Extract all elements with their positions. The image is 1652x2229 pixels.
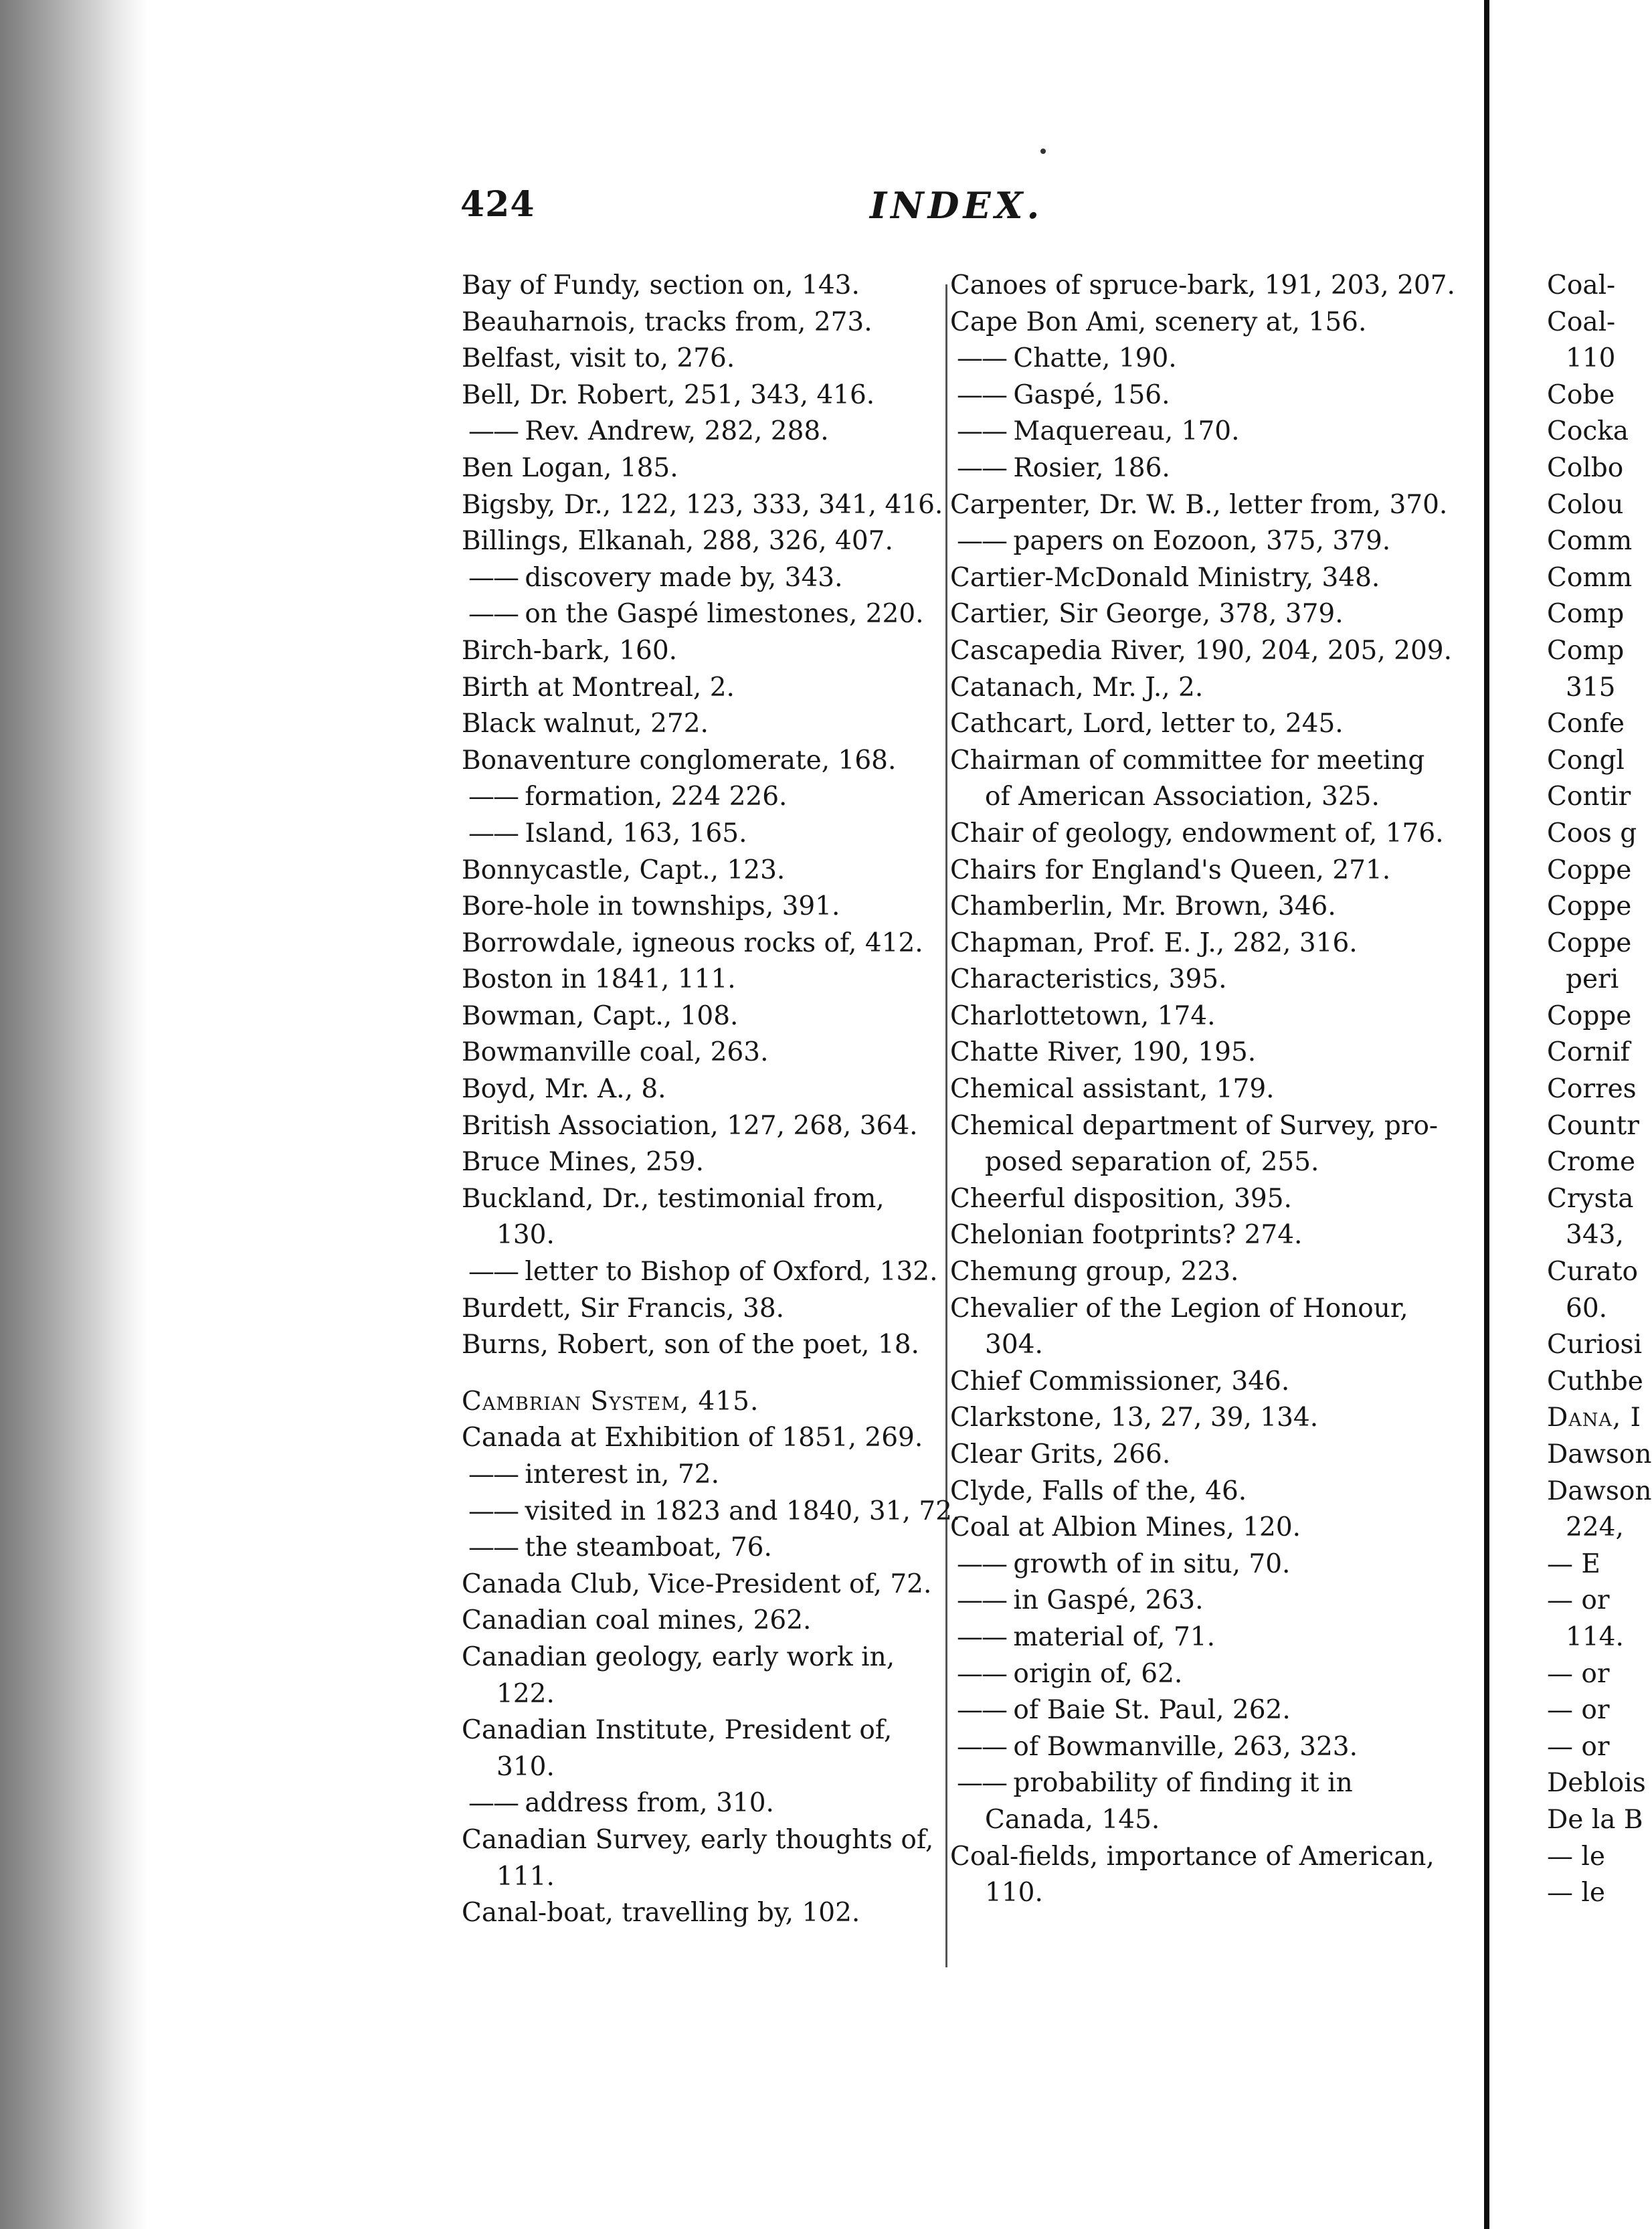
index-entry: Coos g xyxy=(1547,818,1637,849)
index-entry: Curato xyxy=(1547,1257,1639,1287)
index-entry: Contir xyxy=(1547,782,1631,812)
index-entry: Colbo xyxy=(1547,452,1624,483)
index-entry: Coppe xyxy=(1547,1000,1632,1031)
index-entry: Canada at Exhibition of 1851, 269. xyxy=(462,1423,923,1453)
index-entry: Canadian Institute, President of, xyxy=(462,1715,893,1746)
index-entry: Bigsby, Dr., 122, 123, 333, 341, 416. xyxy=(462,489,943,520)
index-subentry: —— Island, 163, 165. xyxy=(462,816,960,853)
index-entry: Boston in 1841, 111. xyxy=(462,964,736,995)
index-entry: Cape Bon Ami, scenery at, 156. xyxy=(950,306,1367,337)
index-entry-continuation: 310. xyxy=(496,1751,555,1782)
index-entry-continuation: 60. xyxy=(1566,1293,1608,1324)
page-number: 424 xyxy=(460,184,535,225)
index-entry: Cobe xyxy=(1547,379,1615,410)
index-subentry: —— Rosier, 186. xyxy=(950,450,1455,487)
index-entry: Comm xyxy=(1547,562,1633,593)
index-entry: Comp xyxy=(1547,599,1625,630)
index-entry: Charlottetown, 174. xyxy=(950,1000,1216,1031)
index-column-right xyxy=(950,268,1455,1912)
index-entry-continuation: of American Association, 325. xyxy=(985,782,1380,812)
index-entry: Coppe xyxy=(1547,855,1632,885)
index-entry: Chief Commissioner, 346. xyxy=(950,1366,1290,1397)
index-entry: Crome xyxy=(1547,1147,1636,1178)
index-entry: Borrowdale, igneous rocks of, 412. xyxy=(462,927,923,958)
index-entry: — or xyxy=(1547,1695,1610,1726)
index-subentry: —— material of, 71. xyxy=(950,1619,1455,1656)
index-entry: Cornif xyxy=(1547,1037,1630,1068)
index-entry-continuation: 304. xyxy=(985,1330,1043,1360)
index-entry: Clyde, Falls of the, 46. xyxy=(950,1476,1247,1506)
index-entry: Congl xyxy=(1547,745,1625,776)
index-entry: — le xyxy=(1547,1841,1605,1872)
index-entry: Chamberlin, Mr. Brown, 346. xyxy=(950,891,1336,922)
index-entry: Boyd, Mr. A., 8. xyxy=(462,1074,666,1105)
index-entry: Coppe xyxy=(1547,927,1632,958)
index-entry: Confe xyxy=(1547,709,1625,739)
index-subentry: —— Maquereau, 170. xyxy=(950,414,1455,450)
index-entry: — le xyxy=(1547,1878,1605,1908)
index-subentry: —— interest in, 72. xyxy=(462,1457,960,1494)
index-subentry: —— Gaspé, 156. xyxy=(950,377,1455,414)
index-entry: Carpenter, Dr. W. B., letter from, 370. xyxy=(950,489,1448,520)
index-entry: Chevalier of the Legion of Honour, xyxy=(950,1293,1408,1324)
index-entry-continuation: 315 xyxy=(1566,672,1616,703)
index-entry: Cheerful disposition, 395. xyxy=(950,1183,1292,1214)
index-entry: Bell, Dr. Robert, 251, 343, 416. xyxy=(462,379,875,410)
index-entry: Canadian Survey, early thoughts of, xyxy=(462,1824,934,1855)
index-entry: Countr xyxy=(1547,1110,1639,1141)
index-entry-continuation: 114. xyxy=(1566,1621,1624,1652)
index-entry: Crysta xyxy=(1547,1183,1634,1214)
index-entry: Bruce Mines, 259. xyxy=(462,1147,704,1178)
index-entry: Burdett, Sir Francis, 38. xyxy=(462,1293,785,1324)
index-entry: Cartier-McDonald Ministry, 348. xyxy=(950,562,1380,593)
index-subentry: —— letter to Bishop of Oxford, 132. xyxy=(462,1254,960,1291)
index-entry-continuation: 130. xyxy=(496,1220,555,1251)
index-entry-continuation: 110 xyxy=(1566,343,1616,374)
index-entry: Clear Grits, 266. xyxy=(950,1439,1171,1469)
binding-gutter-shadow xyxy=(0,0,147,2229)
index-entry: Canadian geology, early work in, xyxy=(462,1641,895,1672)
index-entry: Beauharnois, tracks from, 273. xyxy=(462,306,873,337)
index-entry: British Association, 127, 268, 364. xyxy=(462,1110,918,1141)
index-entry: Cambrian System, 415. xyxy=(462,1386,759,1417)
index-entry: Canada Club, Vice-President of, 72. xyxy=(462,1569,932,1599)
index-entry: Coal- xyxy=(1547,306,1616,337)
index-entry: Bowmanville coal, 263. xyxy=(462,1037,769,1068)
index-entry: Coal-fields, importance of American, xyxy=(950,1841,1435,1872)
index-entry: Birth at Montreal, 2. xyxy=(462,672,735,703)
index-entry-continuation: posed separation of, 255. xyxy=(985,1147,1319,1178)
index-entry: Bonnycastle, Capt., 123. xyxy=(462,855,786,885)
index-entry: Catanach, Mr. J., 2. xyxy=(950,672,1204,703)
index-entry: Belfast, visit to, 276. xyxy=(462,343,735,374)
index-entry: Cartier, Sir George, 378, 379. xyxy=(950,599,1344,630)
index-entry: Chelonian footprints? 274. xyxy=(950,1220,1303,1251)
index-entry: Canadian coal mines, 262. xyxy=(462,1605,812,1636)
index-entry: Cuthbe xyxy=(1547,1366,1643,1397)
index-entry: Chemical department of Survey, pro- xyxy=(950,1110,1439,1141)
index-entry: Bowman, Capt., 108. xyxy=(462,1000,739,1031)
index-entry: Chemical assistant, 179. xyxy=(950,1074,1275,1105)
index-entry: Clarkstone, 13, 27, 39, 134. xyxy=(950,1403,1319,1433)
index-entry: Chapman, Prof. E. J., 282, 316. xyxy=(950,927,1358,958)
index-entry: Bay of Fundy, section on, 143. xyxy=(462,270,860,300)
index-entry: Dana, I xyxy=(1547,1403,1642,1433)
index-entry: Coal at Albion Mines, 120. xyxy=(950,1512,1301,1543)
index-subentry: —— of Baie St. Paul, 262. xyxy=(950,1692,1455,1729)
running-head: INDEX. xyxy=(870,184,1044,227)
index-entry: — or xyxy=(1547,1658,1610,1689)
index-entry: Chairs for England's Queen, 271. xyxy=(950,855,1391,885)
index-entry: Bonaventure conglomerate, 168. xyxy=(462,745,897,776)
index-entry: Birch-bark, 160. xyxy=(462,635,678,666)
index-subentry: —— Rev. Andrew, 282, 288. xyxy=(462,414,960,450)
index-subentry: —— in Gaspé, 263. xyxy=(950,1583,1455,1619)
index-entry: Chatte River, 190, 195. xyxy=(950,1037,1257,1068)
index-subentry: —— discovery made by, 343. xyxy=(462,560,960,597)
index-entry: Cascapedia River, 190, 204, 205, 209. xyxy=(950,635,1452,666)
index-entry: Canoes of spruce-bark, 191, 203, 207. xyxy=(950,270,1455,300)
index-subentry: —— origin of, 62. xyxy=(950,1656,1455,1693)
index-entry: — E xyxy=(1547,1548,1600,1579)
index-entry: Bore-hole in townships, 391. xyxy=(462,891,840,922)
index-entry: Colou xyxy=(1547,489,1624,520)
ink-speck xyxy=(1040,149,1046,154)
index-entry-continuation: 122. xyxy=(496,1678,555,1709)
index-subentry: —— the steamboat, 76. xyxy=(462,1530,960,1567)
index-entry: Cocka xyxy=(1547,416,1629,447)
index-subentry: —— formation, 224 226. xyxy=(462,779,960,816)
index-entry-continuation: 111. xyxy=(496,1861,555,1892)
index-entry: Chair of geology, endowment of, 176. xyxy=(950,818,1444,849)
index-entry: — or xyxy=(1547,1585,1610,1616)
index-entry: Burns, Robert, son of the poet, 18. xyxy=(462,1330,919,1360)
index-subentry: —— visited in 1823 and 1840, 31, 72. xyxy=(462,1494,960,1530)
index-entry-continuation: 110. xyxy=(985,1878,1043,1908)
index-entry: Coppe xyxy=(1547,891,1632,922)
index-subentry: —— of Bowmanville, 263, 323. xyxy=(950,1729,1455,1766)
index-entry: Cathcart, Lord, letter to, 245. xyxy=(950,709,1344,739)
index-entry-continuation: 343, xyxy=(1566,1220,1624,1251)
index-subentry: —— on the Gaspé limestones, 220. xyxy=(462,596,960,633)
index-column-next-page-cut xyxy=(1547,268,1652,1912)
index-entry: Black walnut, 272. xyxy=(462,709,709,739)
index-entry-continuation: Canada, 145. xyxy=(985,1804,1160,1835)
index-entry-continuation: 224, xyxy=(1566,1512,1624,1543)
index-entry: — or xyxy=(1547,1731,1610,1762)
index-subentry: —— probability of finding it in xyxy=(950,1765,1455,1802)
index-entry: Dawson xyxy=(1547,1439,1652,1469)
index-entry: Coal- xyxy=(1547,270,1616,300)
index-entry: Comp xyxy=(1547,635,1625,666)
index-entry-continuation: peri xyxy=(1566,964,1619,995)
index-entry: De la B xyxy=(1547,1804,1643,1835)
section-gap xyxy=(462,1364,960,1384)
index-entry: Billings, Elkanah, 288, 326, 407. xyxy=(462,526,893,557)
index-entry: Buckland, Dr., testimonial from, xyxy=(462,1183,885,1214)
index-entry: Comm xyxy=(1547,526,1633,557)
index-entry: Chemung group, 223. xyxy=(950,1257,1239,1287)
index-entry: Characteristics, 395. xyxy=(950,964,1227,995)
index-subentry: —— papers on Eozoon, 375, 379. xyxy=(950,523,1455,560)
index-entry: Canal-boat, travelling by, 102. xyxy=(462,1898,860,1929)
index-subentry: —— address from, 310. xyxy=(462,1785,960,1822)
index-entry: Deblois xyxy=(1547,1768,1646,1799)
index-column-left xyxy=(462,268,960,1932)
index-entry: Curiosi xyxy=(1547,1330,1643,1360)
index-entry: Corres xyxy=(1547,1074,1637,1105)
index-entry: Chairman of committee for meeting xyxy=(950,745,1425,776)
page-fold-line xyxy=(1484,0,1489,2229)
index-subentry: —— Chatte, 190. xyxy=(950,341,1455,377)
index-entry: Ben Logan, 185. xyxy=(462,452,678,483)
index-subentry: —— growth of in situ, 70. xyxy=(950,1546,1455,1583)
index-entry: Dawson xyxy=(1547,1476,1652,1506)
